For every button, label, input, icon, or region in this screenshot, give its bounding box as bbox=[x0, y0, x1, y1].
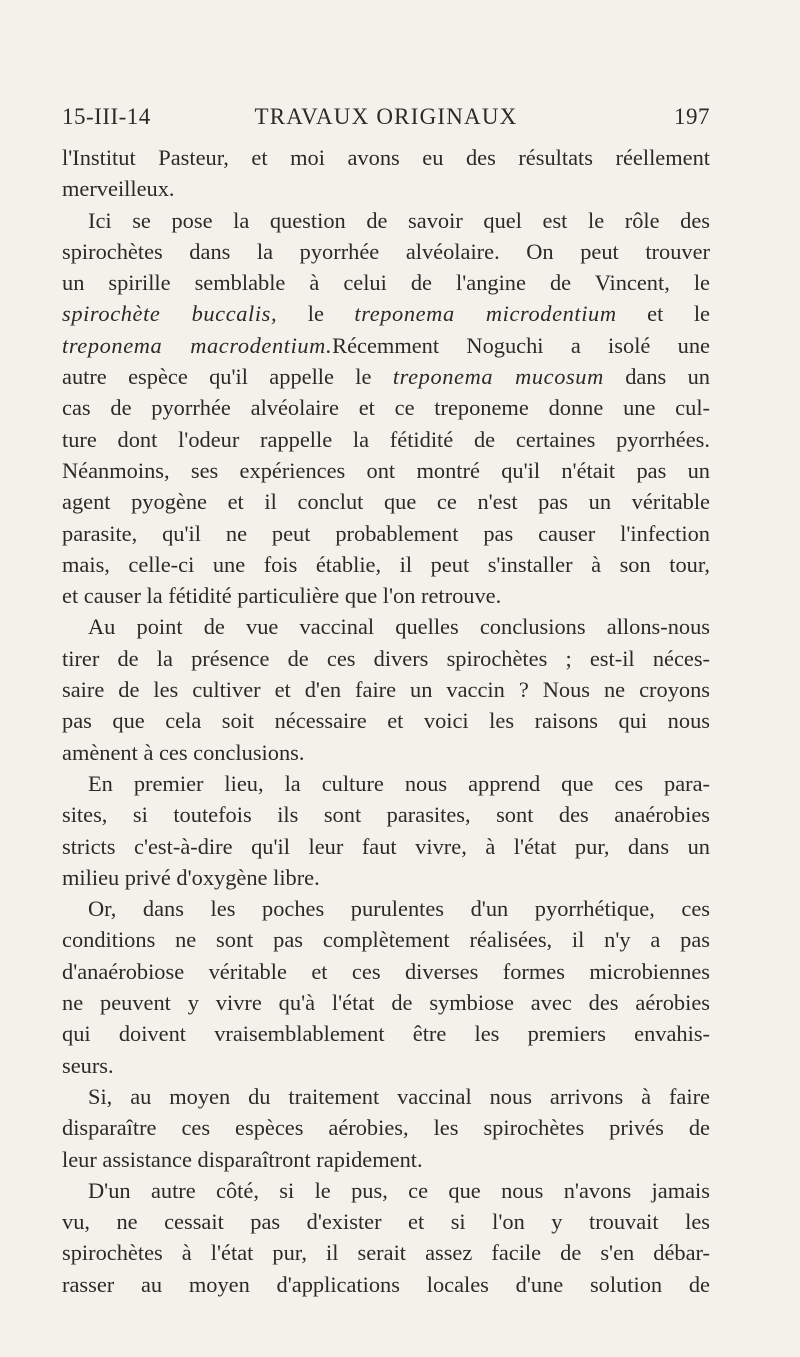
text-line: ture dont l'odeur rappelle la fétidité de certaines pyorrhées. bbox=[62, 426, 710, 452]
species-name-italic: treponema mucosum bbox=[392, 364, 604, 390]
text-line: cas de pyorrhée alvéolaire et ce treponeme donne une cul- bbox=[62, 395, 710, 421]
page-number: 197 bbox=[674, 104, 710, 129]
text-line: Or, dans les poches purulentes d'un pyorrhétique, ces bbox=[88, 896, 710, 922]
text-line: En premier lieu, la culture nous apprend que ces para- bbox=[88, 770, 710, 796]
text-line: Au point de vue vaccinal quelles conclusions allons-nous bbox=[88, 614, 710, 640]
text-span: le bbox=[277, 301, 355, 327]
species-name-italic: treponema macrodentium. bbox=[62, 332, 333, 358]
text-line: parasite, qu'il ne peut probablement pas causer l'infection bbox=[62, 520, 710, 546]
text-line: conditions ne sont pas complètement réalisées, il n'y a pas bbox=[62, 927, 710, 953]
text-line: spirochètes à l'état pur, il serait assez facile de s'en débar- bbox=[62, 1240, 710, 1266]
text-line: agent pyogène et il conclut que ce n'est pas un véritable bbox=[62, 489, 710, 515]
text-line: mais, celle-ci une fois établie, il peut s'installer à son tour, bbox=[62, 551, 710, 577]
text-line: et causer la fétidité particulière que l'on retrouve. bbox=[62, 583, 502, 609]
text-line: d'anaérobiose véritable et ces diverses formes microbiennes bbox=[62, 958, 710, 984]
species-name-italic: treponema microdentium bbox=[354, 301, 617, 327]
running-header bbox=[62, 104, 710, 138]
text-line: seurs. bbox=[62, 1052, 114, 1078]
text-line: vu, ne cessait pas d'exister et si l'on y trouvait les bbox=[62, 1209, 710, 1235]
header-date: 15-III-14 bbox=[62, 104, 151, 129]
text-line: l'Institut Pasteur, et moi avons eu des résultats réellement bbox=[62, 145, 710, 170]
text-line: Néanmoins, ses expériences ont montré qu'il n'était pas un bbox=[62, 457, 710, 483]
body-text bbox=[62, 142, 710, 1300]
text-line: ne peuvent y vivre qu'à l'état de symbiose avec des aérobies bbox=[62, 990, 710, 1016]
text-span: autre espèce qu'il appelle le bbox=[62, 364, 393, 390]
text-span: et le bbox=[616, 301, 710, 327]
text-line bbox=[62, 361, 710, 392]
text-line: leur assistance disparaîtront rapidement. bbox=[62, 1146, 423, 1172]
text-line: qui doivent vraisemblablement être les premiers envahis- bbox=[62, 1021, 710, 1047]
text-line: rasser au moyen d'applications locales d'une solution de bbox=[62, 1271, 710, 1297]
text-line: saire de les cultiver et d'en faire un vaccin ? Nous ne croyons bbox=[62, 677, 710, 703]
text-line: milieu privé d'oxygène libre. bbox=[62, 864, 320, 890]
header-title: TRAVAUX ORIGINAUX bbox=[254, 104, 518, 129]
text-line: D'un autre côté, si le pus, ce que nous n'avons jamais bbox=[88, 1177, 710, 1203]
text-span: Récemment Noguchi a isolé une bbox=[332, 332, 710, 358]
text-line: Ici se pose la question de savoir quel est le rôle des bbox=[88, 207, 710, 233]
text-line: sites, si toutefois ils sont parasites, sont des anaérobies bbox=[62, 802, 710, 828]
text-line bbox=[62, 330, 710, 361]
text-line: Si, au moyen du traitement vaccinal nous arrivons à faire bbox=[88, 1083, 710, 1109]
text-line: disparaître ces espèces aérobies, les spirochètes privés de bbox=[62, 1115, 710, 1141]
text-line: stricts c'est-à-dire qu'il leur faut vivre, à l'état pur, dans un bbox=[62, 833, 710, 859]
species-name-italic: spirochète buccalis, bbox=[62, 301, 278, 327]
text-line: merveilleux. bbox=[62, 176, 175, 202]
text-line: tirer de la présence de ces divers spirochètes ; est-il néces- bbox=[62, 645, 710, 671]
text-line: un spirille semblable à celui de l'angine de Vincent, le bbox=[62, 270, 710, 296]
text-line bbox=[62, 298, 710, 329]
text-span: dans un bbox=[603, 364, 710, 390]
text-line: amènent à ces conclusions. bbox=[62, 739, 305, 765]
text-line: pas que cela soit nécessaire et voici les raisons qui nous bbox=[62, 708, 710, 734]
text-line: spirochètes dans la pyorrhée alvéolaire. On peut trouver bbox=[62, 238, 710, 264]
